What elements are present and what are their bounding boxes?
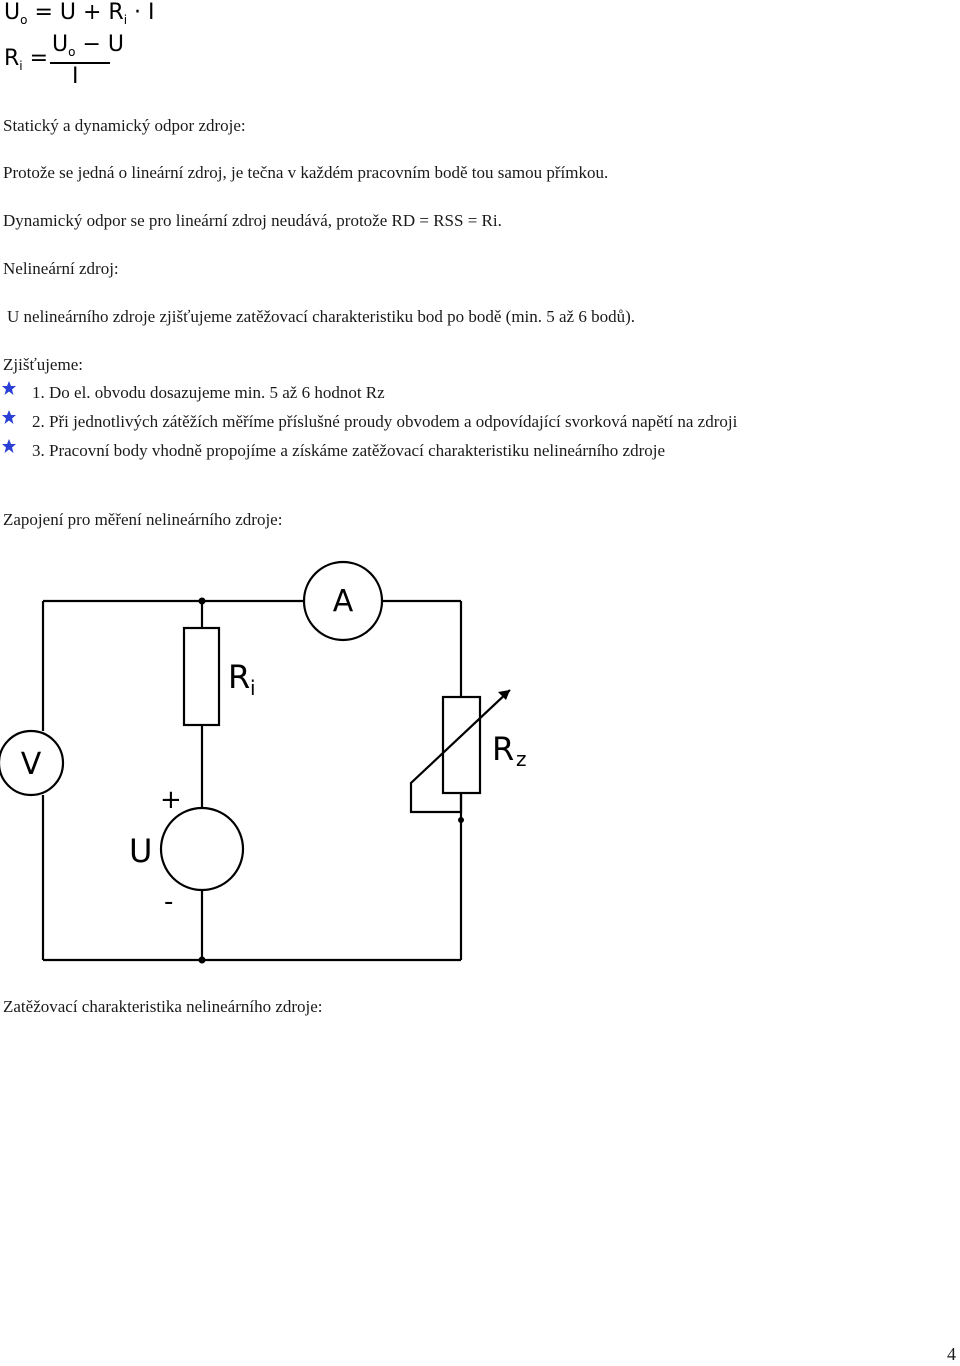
formula2-denominator: I [72,64,79,89]
paragraph-nonlinear-method: U nelineárního zdroje zjišťujeme zatěžovací charakteristiku bod po bodě (min. 5 až 6 bodů). [7,307,636,326]
formula2-num-sub: o [68,45,76,59]
plus-label: + [160,785,182,815]
formula2-num-b: − U [82,32,124,57]
page-number: 4 [947,1344,956,1364]
step-item-3: 3. Pracovní body vhodně propojíme a získáme zatěžovací charakteristiku nelineárního zdroje [32,441,666,460]
ri-label: R [228,658,251,696]
source-circle [161,808,243,890]
junction-top [199,598,206,605]
formula-terminal-voltage [4,0,155,25]
source-label: U [129,832,153,870]
formula2-numerator [52,32,124,57]
rz-label: R [492,730,515,768]
star-bullet-icon [1,380,17,396]
circuit-diagram [0,540,960,980]
resistor-ri [184,628,219,725]
heading-load-characteristic: Zatěžovací charakteristika nelineárního zdroje: [3,997,323,1016]
formula2-equals: = [29,46,49,71]
junction-right [458,817,464,823]
paragraph-we-find: Zjišťujeme: [3,355,83,374]
paragraph-linear-tangent: Protože se jedná o lineární zdroj, je tečna v každém pracovním bodě tou samou přímkou. [3,163,609,182]
heading-circuit: Zapojení pro měření nelineárního zdroje: [3,510,283,529]
junction-bottom [199,957,206,964]
ammeter-label: A [332,584,354,619]
step-item-2: 2. Při jednotlivých zátěžích měříme příslušné proudy obvodem a odpovídající svorková napětí na zdroji [32,412,738,431]
star-bullet-icon [1,438,17,454]
paragraph-static-dynamic: Statický a dynamický odpor zdroje: [3,116,246,135]
star-bullet-icon [1,409,17,425]
step-item-1: 1. Do el. obvodu dosazujeme min. 5 až 6 hodnot Rz [32,383,385,402]
formula-rhs-sub: i [123,13,128,27]
resistor-rz [443,697,480,793]
formula2-lhs: R [4,46,20,71]
formula2-lhs-wrap [4,46,48,71]
formula-rhs: = U + R [34,0,124,25]
minus-label: - [164,887,174,917]
ri-sub-label: i [250,676,256,700]
voltmeter-label: V [20,747,42,782]
formula-rhs-tail: · I [134,0,155,25]
formula-lhs-sub: o [20,13,28,27]
rz-sub-label: z [516,747,527,771]
formula-lhs: U [4,0,21,25]
formula2-lhs-sub: i [19,59,23,73]
fraction-bar [50,62,110,64]
heading-nonlinear-source: Nelineární zdroj: [3,259,119,278]
paragraph-dynamic-resistance: Dynamický odpor se pro lineární zdroj neudává, protože RD = RSS = Ri. [3,211,502,230]
formula2-num-a: U [52,32,69,57]
